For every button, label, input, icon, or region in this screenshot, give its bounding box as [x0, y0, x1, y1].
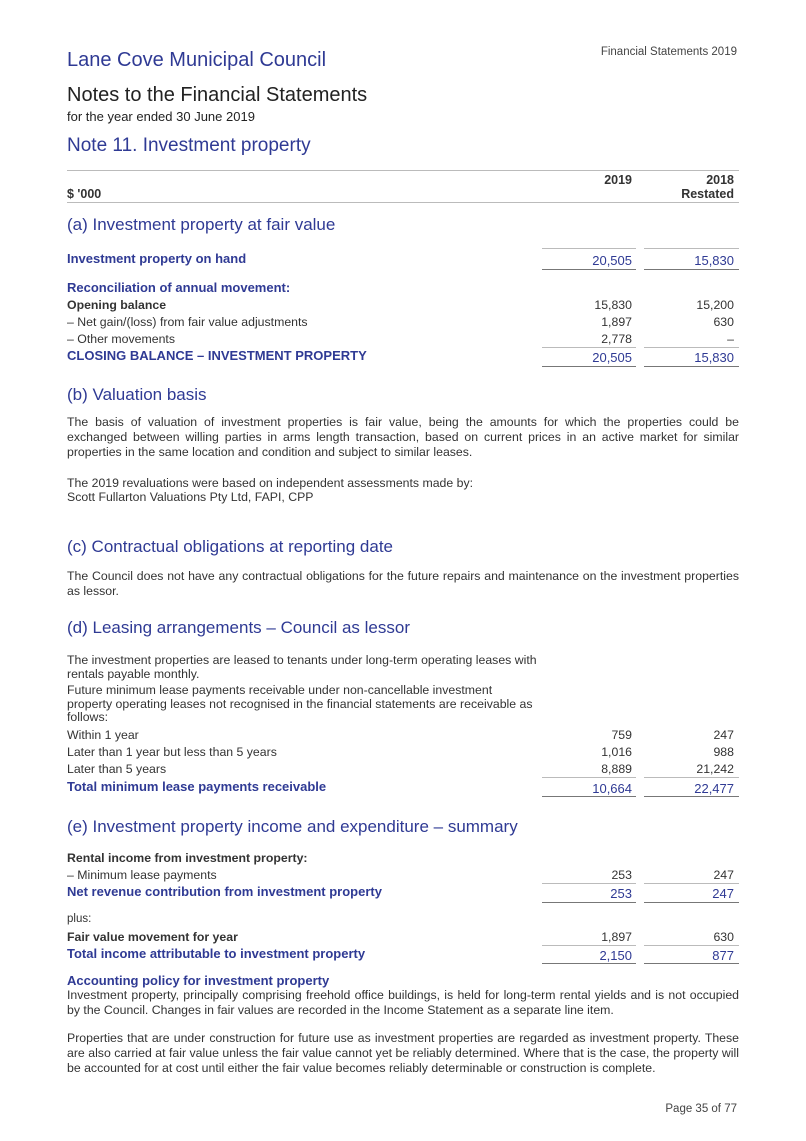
divider	[644, 883, 739, 884]
col-2018-header: 2018	[706, 173, 734, 187]
min-lease-2019: 253	[611, 868, 632, 882]
fair-value-movement-label: Fair value movement for year	[67, 930, 238, 944]
leasing-paragraph-1: The investment properties are leased to tenants under long-term operating leases with rentals payable monthly.	[67, 653, 537, 681]
divider	[67, 170, 739, 171]
leasing-paragraph-2: Future minimum lease payments receivable under non-cancellable investment property operating leases not recognised in the financial statements are receivable as follows:	[67, 683, 533, 724]
reconciliation-title: Reconciliation of annual movement:	[67, 280, 291, 295]
min-lease-label: – Minimum lease payments	[67, 868, 217, 882]
total-lease-label: Total minimum lease payments receivable	[67, 779, 327, 794]
fair-value-adj-2019: 1,897	[601, 315, 632, 329]
section-b-title: (b) Valuation basis	[67, 385, 207, 404]
divider	[644, 796, 739, 797]
divider	[644, 902, 739, 903]
notes-title: Notes to the Financial Statements	[67, 84, 368, 106]
policy-paragraph-1: Investment property, principally comprising freehold office buildings, is held for long-term rental yields and is not occupied by the Council. Changes in fair values are recorded in the Income Statement as a separate line item.	[67, 988, 739, 1017]
period-text: for the year ended 30 June 2019	[67, 109, 255, 124]
divider	[542, 883, 636, 884]
closing-balance-2018: 15,830	[694, 350, 734, 365]
opening-balance-label: Opening balance	[67, 298, 167, 312]
revaluation-line: The 2019 revaluations were based on independent assessments made by:	[67, 476, 474, 490]
total-lease-2018: 22,477	[694, 781, 734, 796]
net-revenue-2019: 253	[610, 886, 632, 901]
closing-balance-label: CLOSING BALANCE – INVESTMENT PROPERTY	[67, 348, 367, 363]
policy-paragraph-2: Properties that are under construction for future use as investment properties are regarded as investment property. These are also carried at fair value unless the fair value cannot yet be reliably determined. Where that is the case, the property will be accounted for at cost until either the fair value becomes reliably determinable or construction is complete.	[67, 1031, 739, 1075]
units-label: $ '000	[67, 187, 102, 201]
divider	[542, 945, 636, 946]
on-hand-2018: 15,830	[694, 253, 734, 268]
total-income-2019: 2,150	[599, 948, 632, 963]
page-number: Page 35 of 77	[665, 1103, 737, 1115]
net-revenue-label: Net revenue contribution from investment property	[67, 884, 382, 899]
section-c-title: (c) Contractual obligations at reporting date	[67, 537, 394, 556]
policy-title: Accounting policy for investment property	[67, 973, 330, 988]
on-hand-2019: 20,505	[592, 253, 632, 268]
divider	[542, 777, 636, 778]
col-2018-subheader: Restated	[681, 187, 734, 201]
divider	[644, 945, 739, 946]
within-1-year-2018: 247	[713, 728, 734, 742]
rental-income-title: Rental income from investment property:	[67, 851, 308, 865]
divider	[542, 269, 636, 270]
contractual-paragraph: The Council does not have any contractual obligations for the future repairs and maintenance on the investment properties as lessor.	[67, 569, 739, 598]
over-5-years-2019: 8,889	[601, 762, 632, 776]
fair-value-movement-2018: 630	[713, 930, 734, 944]
section-e-title: (e) Investment property income and expenditure – summary	[67, 817, 518, 836]
fair-value-adj-label: – Net gain/(loss) from fair value adjustments	[67, 315, 308, 329]
1-to-5-years-2019: 1,016	[601, 745, 632, 759]
within-1-year-2019: 759	[611, 728, 632, 742]
opening-balance-2018: 15,200	[696, 298, 734, 312]
total-income-label: Total income attributable to investment property	[67, 946, 366, 961]
report-title: Financial Statements 2019	[600, 46, 737, 58]
divider	[542, 347, 636, 348]
fair-value-adj-2018: 630	[713, 315, 734, 329]
divider	[644, 248, 739, 249]
1-to-5-years-label: Later than 1 year but less than 5 years	[67, 745, 277, 759]
total-lease-2019: 10,664	[592, 781, 632, 796]
section-a-title: (a) Investment property at fair value	[67, 215, 336, 234]
other-movements-2019: 2,778	[601, 332, 632, 346]
min-lease-2018: 247	[713, 868, 734, 882]
total-income-2018: 877	[712, 948, 734, 963]
section-d-title: (d) Leasing arrangements – Council as lessor	[67, 618, 411, 637]
over-5-years-2018: 21,242	[696, 762, 734, 776]
fair-value-movement-2019: 1,897	[601, 930, 632, 944]
other-movements-2018: –	[727, 332, 734, 346]
col-2019-header: 2019	[604, 173, 632, 187]
divider	[644, 347, 739, 348]
on-hand-label: Investment property on hand	[67, 251, 247, 266]
divider	[644, 366, 739, 367]
divider	[542, 796, 636, 797]
other-movements-label: – Other movements	[67, 332, 175, 346]
divider	[67, 202, 739, 203]
net-revenue-2018: 247	[712, 886, 734, 901]
within-1-year-label: Within 1 year	[67, 728, 139, 742]
valuer-line: Scott Fullarton Valuations Pty Ltd, FAPI, CPP	[67, 490, 314, 504]
divider	[542, 366, 636, 367]
divider	[542, 902, 636, 903]
divider	[542, 963, 636, 964]
note-title: Note 11. Investment property	[67, 135, 311, 156]
1-to-5-years-2018: 988	[713, 745, 734, 759]
divider	[542, 248, 636, 249]
opening-balance-2019: 15,830	[594, 298, 632, 312]
divider	[644, 777, 739, 778]
divider	[644, 269, 739, 270]
divider	[644, 963, 739, 964]
over-5-years-label: Later than 5 years	[67, 762, 167, 776]
closing-balance-2019: 20,505	[592, 350, 632, 365]
council-name: Lane Cove Municipal Council	[67, 49, 327, 71]
plus-label: plus:	[67, 913, 92, 925]
valuation-paragraph: The basis of valuation of investment properties is fair value, being the amounts for which the properties could be exchanged between willing parties in arms length transaction, based on current prices in an active market for similar properties in the same location and condition and subject to similar leases.	[67, 415, 739, 459]
